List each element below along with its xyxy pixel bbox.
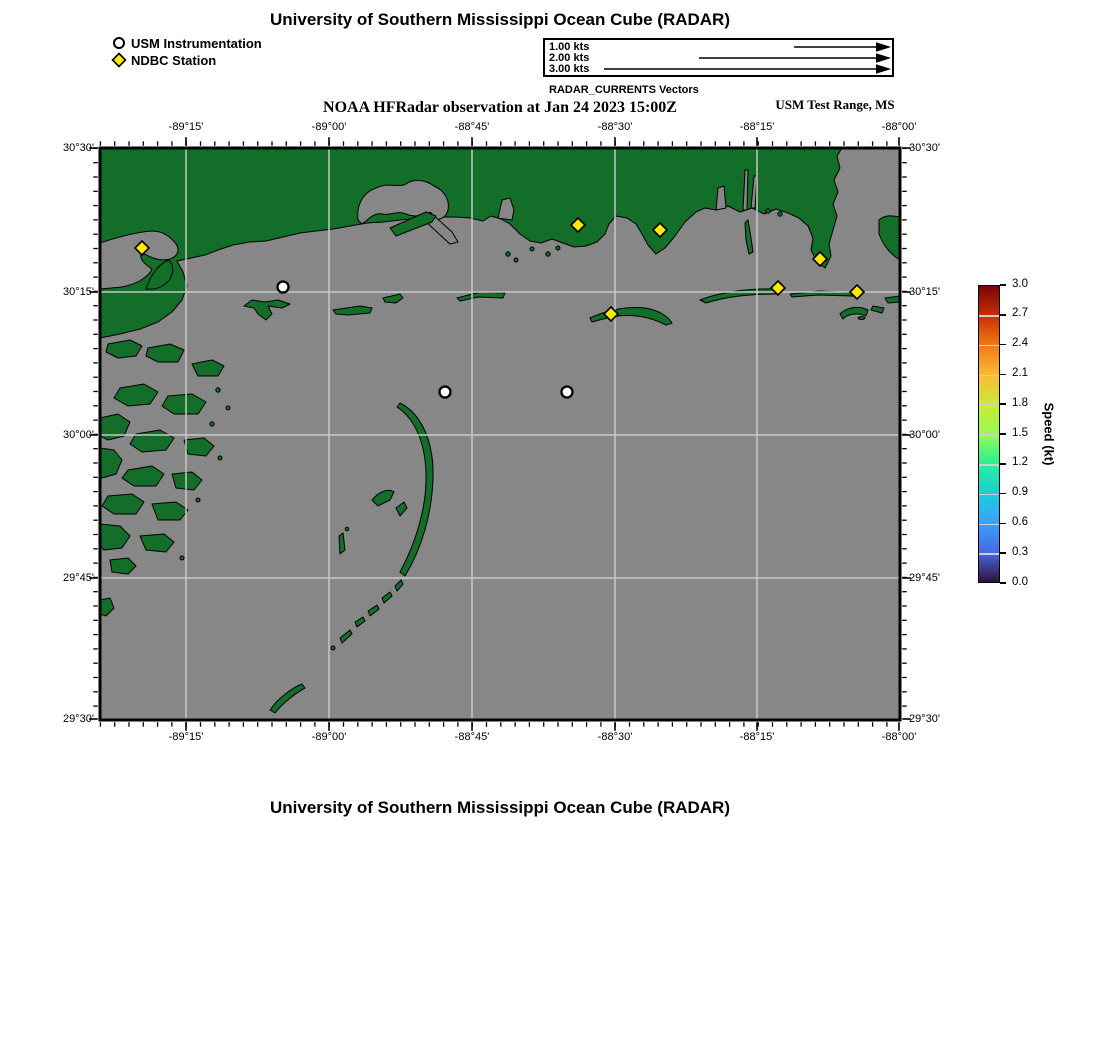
bottom-title: University of Southern Mississippi Ocean Cube (RADAR): [269, 798, 730, 817]
colorbar-tick-label: 0.3: [1012, 545, 1028, 558]
colorbar-tick: [1000, 463, 1006, 465]
lat-tick-label: 30°00': [63, 429, 94, 441]
usm-station-marker: [278, 282, 289, 293]
colorbar-tick: [1000, 284, 1006, 286]
lat-tick-label: 30°15': [63, 286, 94, 298]
lat-tick-label: 30°30': [63, 142, 94, 154]
lon-tick-label: -88°00': [881, 731, 917, 743]
lat-tick-label: 30°30': [909, 142, 940, 154]
colorbar-tick: [1000, 493, 1006, 495]
vector-scale-label-3: 3.00 kts: [549, 63, 590, 75]
colorbar-tick-label: 1.8: [1012, 396, 1028, 409]
subtitle: NOAA HFRadar observation at Jan 24 2023 15:00Z: [323, 99, 677, 116]
legend-label-ndbc: NDBC Station: [131, 52, 217, 68]
vector-scale-label-1: 1.00 kts: [549, 41, 590, 53]
top-title: University of Southern Mississippi Ocean Cube (RADAR): [269, 10, 730, 29]
colorbar-tick: [1000, 314, 1006, 316]
vector-scale-label-2: 2.00 kts: [549, 52, 590, 64]
vector-scale-caption: RADAR_CURRENTS Vectors: [549, 84, 699, 96]
lon-tick-label: -89°15': [168, 121, 204, 133]
circle-icon: [111, 35, 127, 51]
colorbar-tick: [1000, 582, 1006, 584]
range-label: USM Test Range, MS: [775, 97, 895, 112]
colorbar-tick-label: 1.2: [1012, 456, 1028, 469]
vector-scale-box: [543, 38, 894, 77]
diamond-icon: [111, 52, 127, 68]
lat-tick-label: 29°30': [63, 713, 94, 725]
colorbar-tick-label: 2.1: [1012, 366, 1028, 379]
colorbar-tick: [1000, 433, 1006, 435]
lon-tick-label: -88°45': [454, 731, 490, 743]
lat-tick-label: 30°00': [909, 429, 940, 441]
lon-tick-label: -88°00': [881, 121, 917, 133]
lon-tick-label: -88°30': [597, 121, 633, 133]
legend-label-usm: USM Instrumentation: [131, 35, 262, 51]
lat-tick-label: 29°45': [909, 572, 940, 584]
lon-tick-label: -88°30': [597, 731, 633, 743]
lon-tick-label: -88°45': [454, 121, 490, 133]
lon-tick-label: -89°00': [311, 121, 347, 133]
colorbar-tick-label: 1.5: [1012, 426, 1028, 439]
lon-tick-label: -88°15': [739, 121, 775, 133]
map: [88, 136, 912, 732]
legend-item-usm: [111, 35, 262, 51]
usm-station-marker: [562, 387, 573, 398]
lat-tick-label: 29°30': [909, 713, 940, 725]
colorbar-tick: [1000, 403, 1006, 405]
colorbar-tick: [1000, 552, 1006, 554]
colorbar-tick-label: 3.0: [1012, 277, 1028, 290]
colorbar-title: Speed (kt): [1041, 402, 1057, 466]
colorbar-tick: [1000, 374, 1006, 376]
legend-item-ndbc: [111, 52, 216, 68]
lat-tick-label: 29°45': [63, 572, 94, 584]
colorbar-tick-label: 2.7: [1012, 307, 1028, 320]
colorbar-tick-label: 0.0: [1012, 575, 1028, 588]
colorbar: [978, 285, 1000, 583]
colorbar-tick: [1000, 344, 1006, 346]
colorbar-tick-label: 0.6: [1012, 515, 1028, 528]
colorbar-tick-label: 2.4: [1012, 337, 1028, 350]
lat-tick-label: 30°15': [909, 286, 940, 298]
lon-tick-label: -89°00': [311, 731, 347, 743]
lon-tick-label: -88°15': [739, 731, 775, 743]
lon-tick-label: -89°15': [168, 731, 204, 743]
colorbar-tick-label: 0.9: [1012, 486, 1028, 499]
usm-station-marker: [440, 387, 451, 398]
colorbar-tick: [1000, 523, 1006, 525]
vector-scale-arrows: [545, 40, 892, 75]
